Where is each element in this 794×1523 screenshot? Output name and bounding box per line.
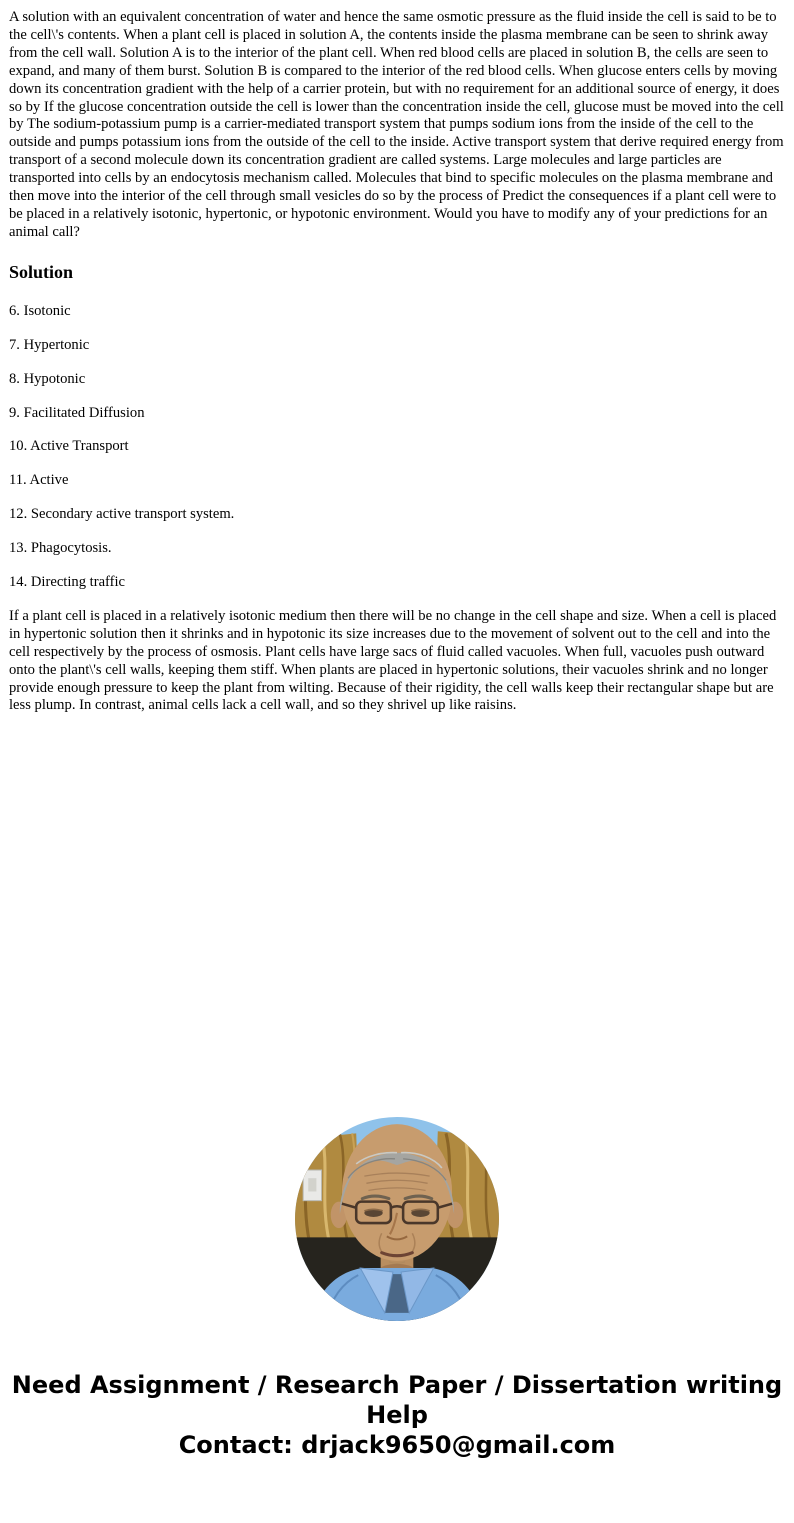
- answer-item-9: 9. Facilitated Diffusion: [9, 404, 145, 421]
- promo-banner: [11, 1370, 783, 1460]
- answer-item-6: 6. Isotonic: [9, 302, 71, 319]
- contact-email-text: Contact: drjack9650@gmail.com: [178, 1431, 616, 1460]
- answer-item-12: 12. Secondary active transport system.: [9, 506, 235, 523]
- answer-item-8: 8. Hypotonic: [9, 370, 86, 387]
- answer-item-14: 14. Directing traffic: [9, 574, 126, 591]
- whitespace-gap: [0, 731, 794, 1117]
- explanation-paragraph: If a plant cell is placed in a relatively isotonic medium then there will be no change in the cell shape and size. When a cell is placed in hypertonic solution then it shrinks and in hypotonic its size increases due to the movement of solvent out to the cell and into the cell respectively by the process of osmosis. Plant cells have large sacs of fluid called vacuoles. When full, vacuoles push outward onto the plant\'s cell walls, keeping them stiff. When plants are placed in hypertonic solutions, their vacuoles shrink and no longer provide enough pressure to keep the plant from wilting. Because of their rigidity, the cell walls keep their rectangular shape but are less plump. In contrast, animal cells lack a cell wall, and so they shrivel up like raisins.: [9, 607, 777, 714]
- avatar-switch-plate: [303, 1170, 321, 1201]
- answer-item-7: 7. Hypertonic: [9, 336, 90, 353]
- answer-item-11: 11. Active: [9, 472, 69, 489]
- question-paragraph: A solution with an equivalent concentration of water and hence the same osmotic pressure as the fluid inside the cell is said to be to the cell\'s contents. When a plant cell is placed in solution A, the contents inside the plasma membrane can be seen to shrink away from the cell wall. Solution A is to the interior of the plant cell. When red blood cells are placed in solution B, the cells are seen to expand, and many of them burst. Solution B is compared to the interior of the red blood cells. When glucose enters cells by moving down its concentration gradient with the help of a carrier protein, but with no requirement for an additional source of energy, it does so by If the glucose concentration outside the cell is lower than the concentration inside the cell, glucose must be moved into the cell by The sodium-potassium pump is a carrier-mediated transport system that pumps sodium ions from the inside of the cell to the outside and pumps potassium ions from the outside of the cell to the inside. Active transport system that derive required energy from transport of a second molecule down its concentration gradient are called systems. Large molecules and large particles are transported into cells by an endocytosis mechanism called. Molecules that bind to specific molecules on the plasma membrane and then move into the interior of the cell through small vesicles do so by the process of Predict the consequences if a plant cell were to be placed in a relatively isotonic, hypertonic, or hypotonic environment. Would you have to modify any of your predictions for an animal call?: [9, 9, 784, 240]
- answer-item-13: 13. Phagocytosis.: [9, 540, 112, 557]
- tutor-avatar: [295, 1117, 499, 1321]
- document-body: [0, 0, 794, 715]
- promo-text: Need Assignment / Research Paper / Dissertation writing Help: [11, 1371, 783, 1430]
- tutor-portrait-illustration: [295, 1117, 499, 1321]
- solution-heading: Solution: [9, 261, 74, 282]
- answer-item-10: 10. Active Transport: [9, 438, 129, 455]
